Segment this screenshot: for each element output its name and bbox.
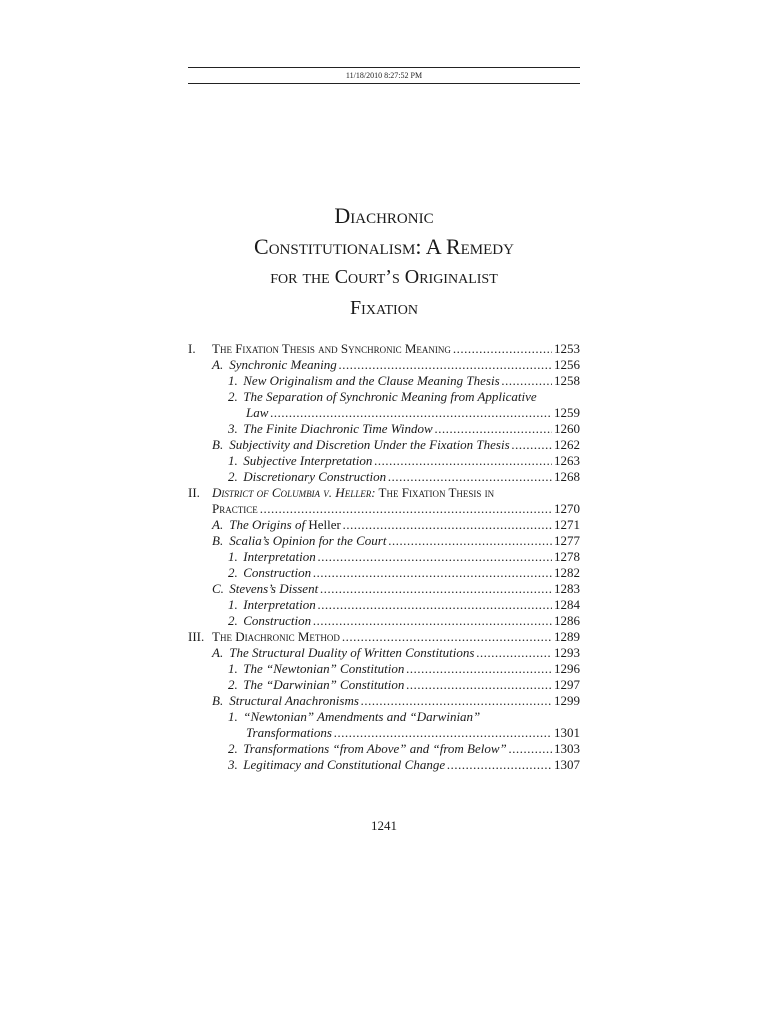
toc-page: 1307 [554,757,580,772]
toc-label: “Newtonian” Amendments and “Darwinian” [243,709,481,724]
header-rule-top [188,67,580,68]
toc-entry [188,469,580,485]
toc-number: A. [212,517,224,532]
toc-page: 1270 [554,501,580,516]
toc-label: Discretionary Construction [243,469,387,484]
toc-page: 1256 [554,357,580,372]
table-of-contents [188,341,580,773]
toc-label: Synchronic Meaning [229,357,337,372]
toc-number: 1. [228,549,238,564]
toc-page: 1263 [554,453,580,468]
toc-page: 1271 [554,517,580,532]
toc-page: 1293 [554,645,580,660]
header-timestamp: 11/18/2010 8:27:52 PM [345,71,423,80]
toc-label: The Structural Duality of Written Constitutions [229,645,475,660]
toc-page: 1286 [554,613,580,628]
toc-label: Construction [243,565,312,580]
toc-number: B. [212,437,224,452]
toc-entry [188,741,580,757]
header-rule-bottom [188,83,580,84]
toc-entry [188,517,580,533]
toc-entry [188,597,580,613]
toc-label: The Fixation Thesis and Synchronic Meaning [212,341,451,356]
toc-page: 1277 [554,533,580,548]
toc-number: I. [188,341,196,356]
toc-page: 1283 [554,581,580,596]
toc-entry [188,421,580,437]
toc-label: Practice [212,501,258,516]
toc-entry [188,709,580,725]
toc-number: 2. [228,565,238,580]
toc-label: Transformations [246,725,332,740]
toc-entry [188,549,580,565]
toc-number: 2. [228,469,238,484]
toc-entry [188,757,580,773]
toc-entry [188,341,580,357]
toc-entry [188,661,580,677]
toc-label: The Diachronic Method [212,629,340,644]
toc-number: 2. [228,389,238,404]
toc-number: 1. [228,453,238,468]
toc-entry-continued [188,725,580,741]
toc-page: 1282 [554,565,580,580]
toc-entry [188,437,580,453]
toc-label: Interpretation [243,549,316,564]
toc-entry [188,693,580,709]
toc-entry [188,485,580,501]
toc-number: 2. [228,677,238,692]
toc-number: II. [188,485,200,500]
title-line-1: Diachronic [334,203,434,228]
toc-label-case: Heller [308,517,341,532]
toc-page: 1268 [554,469,580,484]
toc-page: 1299 [554,693,580,708]
toc-label: The “Newtonian” Constitution [243,661,405,676]
toc-entry [188,677,580,693]
toc-number: A. [212,357,224,372]
title-line-3: for the Court’s Originalist [270,266,498,288]
title-line-2: Constitutionalism: A Remedy [254,234,514,259]
toc-page: 1284 [554,597,580,612]
toc-number: 2. [228,741,238,756]
toc-page: 1296 [554,661,580,676]
toc-page: 1253 [554,341,580,356]
toc-number: 3. [228,757,238,772]
toc-label: Interpretation [243,597,316,612]
toc-page: 1259 [554,405,580,420]
toc-label: Subjectivity and Discretion Under the Fixation Thesis [229,437,510,452]
toc-entry [188,373,580,389]
toc-label: The “Darwinian” Constitution [243,677,405,692]
toc-label: Law [246,405,269,420]
toc-page: 1278 [554,549,580,564]
toc-page: 1289 [554,629,580,644]
toc-entry [188,533,580,549]
toc-entry [188,453,580,469]
toc-label: Stevens’s Dissent [229,581,319,596]
toc-label: Structural Anachronisms [229,693,359,708]
page-number: 1241 [371,818,397,833]
toc-label: Legitimacy and Constitutional Change [243,757,446,772]
toc-label: District of Columbia v. Heller: [212,485,376,500]
toc-label: The Origins of [229,517,309,532]
toc-entry [188,645,580,661]
article-title [188,200,580,324]
toc-page: 1301 [554,725,580,740]
toc-number: III. [188,629,205,644]
toc-label-continued: The Fixation Thesis in [375,485,495,500]
toc-entry [188,565,580,581]
toc-number: A. [212,645,224,660]
toc-label: The Separation of Synchronic Meaning from Applicative [243,389,537,404]
toc-label: Transformations “from Above” and “from Below” [243,741,507,756]
toc-page: 1303 [554,741,580,756]
toc-number: 1. [228,661,238,676]
toc-number: 1. [228,709,238,724]
toc-entry-continued [188,501,580,517]
toc-label: The Finite Diachronic Time Window [243,421,433,436]
title-line-4: Fixation [350,297,418,319]
toc-page: 1262 [554,437,580,452]
toc-number: 2. [228,613,238,628]
toc-page: 1260 [554,421,580,436]
toc-label: New Originalism and the Clause Meaning Thesis [243,373,500,388]
toc-page: 1258 [554,373,580,388]
toc-entry [188,581,580,597]
toc-entry [188,629,580,645]
toc-number: B. [212,533,224,548]
toc-entry-continued [188,405,580,421]
toc-entry [188,613,580,629]
toc-number: 1. [228,597,238,612]
toc-label: Scalia’s Opinion for the Court [229,533,387,548]
toc-label: Construction [243,613,312,628]
toc-number: C. [212,581,224,596]
toc-entry [188,389,580,405]
toc-number: B. [212,693,224,708]
toc-label: Subjective Interpretation [243,453,373,468]
toc-number: 1. [228,373,238,388]
toc-number: 3. [228,421,238,436]
toc-entry [188,357,580,373]
toc-page: 1297 [554,677,580,692]
